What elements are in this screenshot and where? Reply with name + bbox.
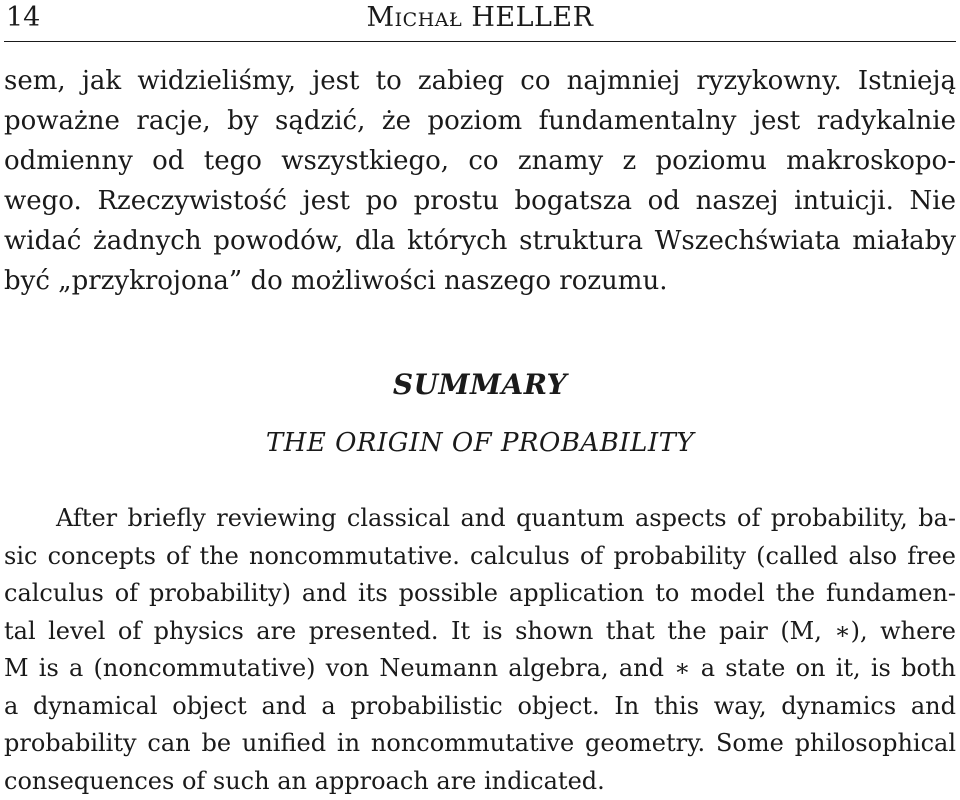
header-rule <box>4 41 956 42</box>
summary-subtitle: THE ORIGIN OF PROBABILITY <box>265 428 695 458</box>
abstract-line: M is a (noncommutative) von Neumann algebra, and ∗ a state on it, is both <box>4 654 956 682</box>
abstract-line: consequences of such an approach are indicated. <box>4 766 605 795</box>
paragraph-line: poważne racje, by sądzić, że poziom fundamentalny jest radykalnie <box>4 106 956 136</box>
summary-heading: SUMMARY <box>392 368 568 401</box>
paragraph-line: być „przykrojona” do możliwości naszego rozumu. <box>4 266 668 296</box>
paragraph-line: widać żadnych powodów, dla których struktura Wszechświata miałaby <box>4 226 956 256</box>
abstract-line: sic concepts of the noncommutative. calculus of probability (called also free <box>4 541 956 570</box>
running-head <box>0 2 960 33</box>
running-head-first-name: Michał <box>366 2 463 33</box>
running-head-last-name: HELLER <box>471 2 594 33</box>
abstract-line: After briefly reviewing classical and quantum aspects of probability, ba- <box>56 504 956 532</box>
paragraph-line: wego. Rzeczywistość jest po prostu bogatsza od naszej intuicji. Nie <box>4 186 956 216</box>
paragraph-line: odmienny od tego wszystkiego, co znamy z poziomu makroskopo- <box>4 146 956 176</box>
page-header <box>0 0 960 44</box>
page-number: 14 <box>6 2 41 33</box>
abstract-line: probability can be unified in noncommutative geometry. Some philosophical <box>4 729 956 757</box>
abstract-line: a dynamical object and a probabilistic object. In this way, dynamics and <box>4 691 956 720</box>
abstract-line: tal level of physics are presented. It is shown that the pair (M, ∗), where <box>4 616 956 645</box>
paragraph-line: sem, jak widzieliśmy, jest to zabieg co najmniej ryzykowny. Istnieją <box>4 66 956 96</box>
abstract-line: calculus of probability) and its possible application to model the fundamen- <box>4 579 956 607</box>
